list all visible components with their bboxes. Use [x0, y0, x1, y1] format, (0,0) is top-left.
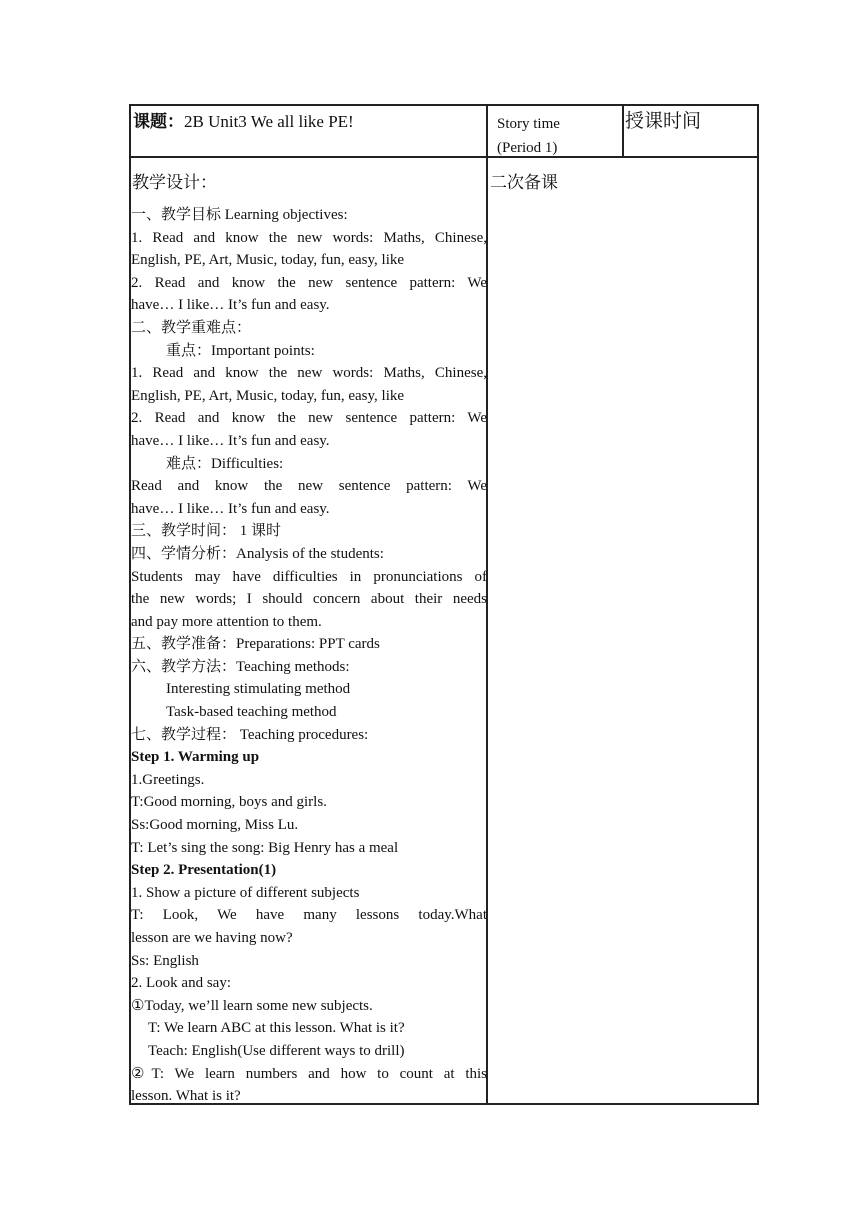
lesson-title: 2B Unit3 We all like PE! — [184, 112, 354, 131]
content-line: 五、教学准备：Preparations: PPT cards — [131, 636, 380, 653]
content-line: 1. Read and know the new words: Maths, Chinese, — [131, 229, 487, 246]
story-time-cell — [497, 112, 560, 160]
content-line: have… I like… It’s fun and easy. — [131, 500, 330, 517]
story-time-line2: (Period 1) — [497, 140, 558, 156]
lesson-title-label: 课题： — [133, 112, 184, 132]
column-divider-time — [622, 106, 624, 157]
content-line: 2. Look and say: — [131, 975, 231, 992]
content-line: 1. Show a picture of different subjects — [131, 884, 360, 901]
content-line: English, PE, Art, Music, today, fun, easy, like — [131, 252, 405, 269]
content-line: lesson are we having now? — [131, 930, 293, 946]
content-line: 三、教学时间： 1 课时 — [131, 523, 282, 540]
content-line: 难点：Difficulties: — [166, 455, 284, 472]
teaching-design-label: 教学设计： — [132, 173, 217, 193]
lesson-plan-table — [129, 104, 759, 1105]
content-line: have… I like… It’s fun and easy. — [131, 432, 330, 449]
content-line: Read and know the new sentence pattern: We — [131, 478, 487, 495]
content-line: 一、教学目标 Learning objectives: — [131, 207, 348, 223]
content-line: Students may have difficulties in pronunciations of — [131, 568, 487, 585]
story-time-line1: Story time — [497, 116, 560, 132]
content-line: T:Good morning, boys and girls. — [131, 794, 327, 811]
content-line: 1.Greetings. — [131, 771, 205, 788]
content-line: 2. Read and know the new sentence pattern: We — [131, 274, 487, 291]
content-line: Ss:Good morning, Miss Lu. — [131, 817, 299, 834]
content-line: 重点：Important points: — [166, 342, 315, 359]
content-line: Task-based teaching method — [166, 704, 337, 721]
content-line: ①Today, we’ll learn some new subjects. — [131, 997, 373, 1014]
teaching-design-content — [131, 204, 487, 1108]
content-line: ②T: We learn numbers and how to count at this — [131, 1065, 487, 1082]
content-line: 七、教学过程： Teaching procedures: — [131, 726, 369, 743]
content-line: English, PE, Art, Music, today, fun, easy, like — [131, 387, 405, 404]
content-line: T: Let’s sing the song: Big Henry has a meal — [131, 839, 399, 856]
content-line: Teach: English(Use different ways to drill) — [148, 1042, 405, 1059]
content-line: 1. Read and know the new words: Maths, Chinese, — [131, 365, 487, 382]
content-line: the new words; I should concern about their needs — [131, 591, 487, 608]
content-line: 六、教学方法：Teaching methods: — [131, 658, 350, 675]
content-line: T: Look, We have many lessons today.What — [131, 907, 487, 924]
content-line: T: We learn ABC at this lesson. What is it? — [148, 1020, 405, 1037]
content-line: 二、教学重难点： — [131, 319, 252, 336]
lesson-title-cell — [133, 109, 354, 135]
content-line: 2. Read and know the new sentence pattern: We — [131, 410, 487, 427]
content-line: have… I like… It’s fun and easy. — [131, 297, 330, 314]
content-line: Interesting stimulating method — [166, 681, 351, 698]
content-line: Ss: English — [131, 952, 199, 969]
content-line: lesson. What is it? — [131, 1088, 241, 1105]
second-preparation-label: 二次备课 — [490, 173, 558, 193]
content-line: 四、学情分析：Analysis of the students: — [131, 545, 384, 562]
header-row-divider — [131, 156, 757, 158]
content-line: Step 1. Warming up — [131, 749, 260, 766]
content-line: and pay more attention to them. — [131, 613, 322, 630]
content-line: Step 2. Presentation(1) — [131, 862, 277, 879]
class-time-label: 授课时间 — [625, 110, 702, 132]
